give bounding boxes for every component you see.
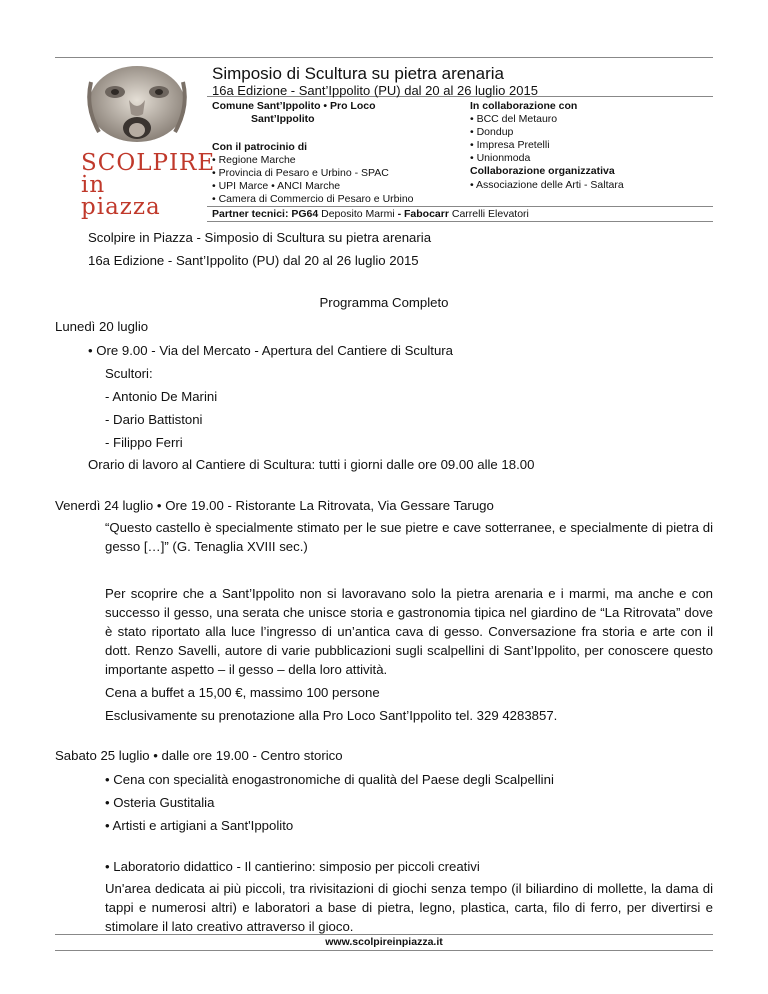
friday-paragraph: Per scoprire che a Sant’Ippolito non si lavoravano solo la pietra arenaria e i marmi, ma anche e con successo il gesso, una serata che unisce storia e gastronomia tipica nel giardino de “La Ritrovata” dove è stato riportato alla luce l’ingresso di un’antica cava di gesso. Conversazione fra storia e arte con il dott. Renzo Savelli, autore di varie pubblicazioni sugli scalpellini di Sant’Ippolito, per conoscere questo importante aspetto – il gesso – della loro attività. <box>105 586 713 677</box>
monday-item: • Ore 9.00 - Via del Mercato - Apertura del Cantiere di Scultura <box>88 343 454 358</box>
partner-deposito: Deposito Marmi <box>318 208 398 220</box>
monday-day: Lunedì 20 luglio <box>55 319 149 334</box>
scultori-label: Scultori: <box>105 366 153 381</box>
logo-wordmark <box>81 150 216 220</box>
intro-line-1: Scolpire in Piazza - Simposio di Scultura su pietra arenaria <box>88 230 432 245</box>
collab-title: In collaborazione con <box>470 100 578 112</box>
footer-rule-top <box>55 934 713 935</box>
collab-item: • Dondup <box>470 126 514 138</box>
sculptor-item: - Filippo Ferri <box>105 435 183 450</box>
collab-item: • Impresa Pretelli <box>470 139 550 151</box>
patrocinio-item: • Provincia di Pesaro e Urbino - SPAC <box>212 167 389 179</box>
friday-cena: Cena a buffet a 15,00 €, massimo 100 persone <box>105 685 380 700</box>
header-partner-rule-bottom <box>207 221 713 222</box>
saturday-item: • Osteria Gustitalia <box>105 795 215 810</box>
comune-line-2: Sant’Ippolito <box>251 113 315 125</box>
programma-heading: Programma Completo <box>319 295 449 310</box>
patrocinio-item: • UPI Marce • ANCI Marche <box>212 180 341 192</box>
footer-rule-bottom <box>55 950 713 951</box>
header-subtitle: 16a Edizione - Sant’Ippolito (PU) dal 20 al 26 luglio 2015 <box>212 83 538 98</box>
footer-url: www.scolpireinpiazza.it <box>325 936 443 948</box>
collab-item: • BCC del Metauro <box>470 113 558 125</box>
orario-line: Orario di lavoro al Cantiere di Scultura: tutti i giorni dalle ore 09.00 alle 18.00 <box>88 457 535 472</box>
sculptor-item: - Dario Battistoni <box>105 412 203 427</box>
partner-line <box>212 208 529 221</box>
org-item: • Associazione delle Arti - Saltara <box>470 179 624 191</box>
friday-day: Venerdì 24 luglio • Ore 19.00 - Ristorante La Ritrovata, Via Gessare Tarugo <box>55 498 494 513</box>
lab-text: Un'area dedicata ai più piccoli, tra rivisitazioni di giochi senza tempo (il biliardino di mollette, la dama di tappi e numerosi altri) e laboratori a base di pietra, legno, plastica, carta, filo di ferro, per divertirsi e stimolare il lato creativo attraverso il gioco. <box>105 881 713 934</box>
partner-carrelli: Carrelli Elevatori <box>448 208 529 220</box>
lab-title: • Laboratorio didattico - Il cantierino: simposio per piccoli creativi <box>105 859 480 874</box>
header-partner-rule-top <box>207 206 713 207</box>
header-title: Simposio di Scultura su pietra arenaria <box>212 64 504 83</box>
comune-line-1: Comune Sant’Ippolito • Pro Loco <box>212 100 376 112</box>
mascaron-logo-icon <box>55 62 195 157</box>
patrocinio-item: • Camera di Commercio di Pesaro e Urbino <box>212 193 414 205</box>
org-title: Collaborazione organizzativa <box>470 165 615 177</box>
logo-line-1: SCOLPIRE <box>81 150 216 176</box>
saturday-item: • Cena con specialità enogastronomiche di qualità del Paese degli Scalpellini <box>105 772 554 787</box>
saturday-item: • Artisti e artigiani a Sant'Ippolito <box>105 818 294 833</box>
friday-quote: “Questo castello è specialmente stimato per le sue pietre e cave sotterranee, e specialmente di pietra di gesso […]” (G. Tenaglia XVIII sec.) <box>105 520 713 554</box>
patrocinio-item: • Regione Marche <box>212 154 296 166</box>
patrocinio-title: Con il patrocinio di <box>212 141 308 153</box>
partner-fabocarr: - Fabocarr <box>397 208 449 220</box>
saturday-day: Sabato 25 luglio • dalle ore 19.00 - Centro storico <box>55 748 343 763</box>
collab-item: • Unionmoda <box>470 152 531 164</box>
friday-prenotazione: Esclusivamente su prenotazione alla Pro Loco Sant’Ippolito tel. 329 4283857. <box>105 708 558 723</box>
header-top-rule <box>55 57 713 58</box>
intro-line-2: 16a Edizione - Sant’Ippolito (PU) dal 20 al 26 luglio 2015 <box>88 253 419 268</box>
partner-label: Partner tecnici: PG64 <box>212 208 319 220</box>
logo-line-2: in piazza <box>81 172 161 220</box>
sculptor-item: - Antonio De Marini <box>105 389 218 404</box>
